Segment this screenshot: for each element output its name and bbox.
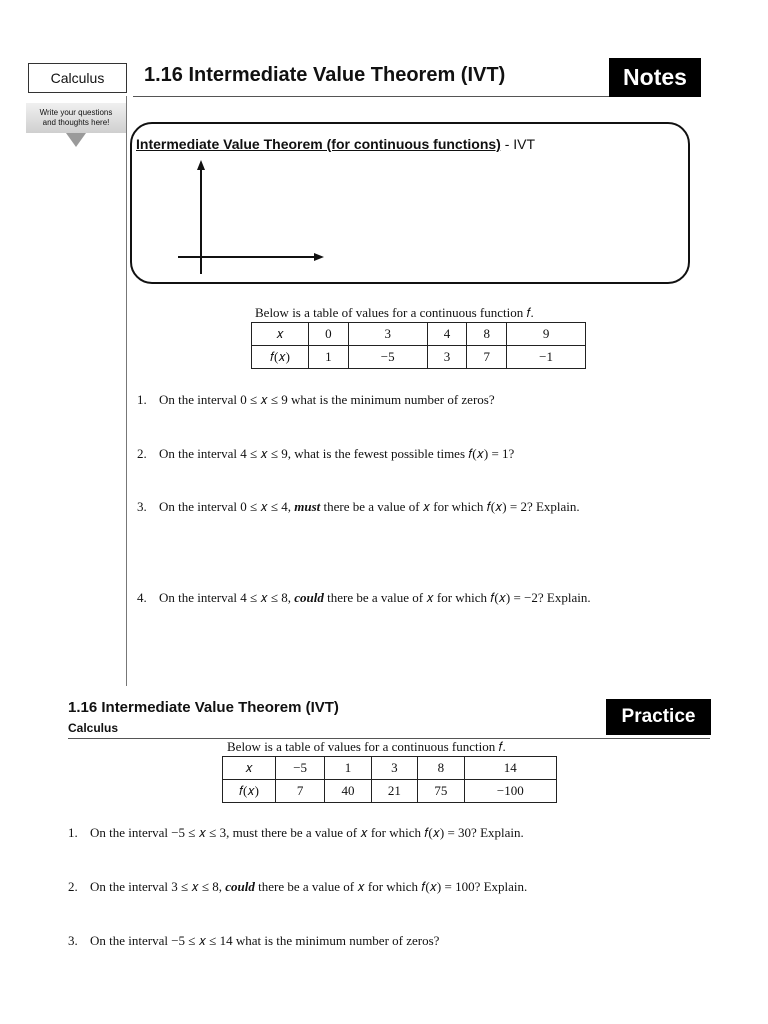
practice-question-1	[68, 825, 524, 841]
question-text: On the interval 0 ≤ 𝑥 ≤ 9 what is the minimum number of zeros?	[159, 392, 495, 407]
practice-badge: Practice	[606, 699, 711, 735]
table-cell: 14	[464, 757, 556, 780]
question-text-post: there be a value of 𝑥 for which 𝑓(𝑥) = 2? Explain.	[320, 499, 580, 514]
question-number: 4.	[137, 590, 147, 605]
question-text: On the interval −5 ≤ 𝑥 ≤ 14 what is the minimum number of zeros?	[90, 933, 440, 948]
table-cell: −5	[348, 346, 427, 369]
practice-title: 1.16 Intermediate Value Theorem (IVT)	[68, 699, 339, 716]
question-emphasis: could	[225, 879, 255, 894]
table-cell: 7	[276, 780, 325, 803]
table-cell: 3	[348, 323, 427, 346]
table-row-x	[252, 323, 586, 346]
table-cell: 3	[371, 757, 417, 780]
table-cell: 1	[325, 757, 371, 780]
table-row-f	[252, 346, 586, 369]
question-text-pre: On the interval 4 ≤ 𝑥 ≤ 8,	[159, 590, 295, 605]
row-label: 𝑓(𝑥)	[223, 780, 276, 803]
practice-values-table	[222, 756, 557, 803]
question-text-pre: On the interval 3 ≤ 𝑥 ≤ 8,	[90, 879, 226, 894]
row-label: 𝑥	[223, 757, 276, 780]
question-number: 1.	[137, 392, 147, 407]
table-cell: 8	[418, 757, 464, 780]
question-emphasis: must	[294, 499, 321, 514]
practice-question-3	[68, 933, 439, 949]
question-text: On the interval −5 ≤ 𝑥 ≤ 3, must there be a value of 𝑥 for which 𝑓(𝑥) = 30? Explain.	[90, 825, 524, 840]
practice-table-caption: Below is a table of values for a continuous function 𝑓.	[227, 739, 506, 754]
table-cell: 1	[309, 346, 349, 369]
table-cell: 40	[325, 780, 371, 803]
question-number: 2.	[137, 446, 147, 461]
down-arrow-icon	[66, 133, 86, 147]
question-3	[137, 499, 580, 515]
axes-sketch	[170, 158, 330, 278]
question-number: 2.	[68, 879, 78, 894]
values-table	[251, 322, 586, 369]
question-1	[137, 392, 495, 408]
page-title: 1.16 Intermediate Value Theorem (IVT)	[144, 64, 506, 86]
table-cell: 8	[467, 323, 507, 346]
ivt-heading-suffix: - IVT	[500, 136, 536, 152]
side-note-text: Write your questions and thoughts here!	[39, 108, 113, 127]
table-cell: 0	[309, 323, 349, 346]
question-text-post: there be a value of 𝑥 for which 𝑓(𝑥) = 100? Explain.	[254, 879, 528, 894]
question-number: 3.	[68, 933, 78, 948]
side-note-banner	[26, 103, 126, 133]
table-cell: 9	[507, 323, 586, 346]
practice-question-2	[68, 879, 527, 895]
course-label: Calculus	[28, 63, 127, 93]
notes-badge: Notes	[609, 58, 701, 97]
table-cell: −5	[276, 757, 325, 780]
question-text-post: there be a value of 𝑥 for which 𝑓(𝑥) = −2? Explain.	[323, 590, 591, 605]
question-text-pre: On the interval 0 ≤ 𝑥 ≤ 4,	[159, 499, 295, 514]
margin-divider	[126, 96, 127, 686]
ivt-heading	[136, 136, 535, 152]
practice-course-label: Calculus	[68, 721, 119, 735]
question-number: 3.	[137, 499, 147, 514]
table-cell: 3	[427, 346, 467, 369]
row-label: 𝑥	[252, 323, 309, 346]
question-text: On the interval 4 ≤ 𝑥 ≤ 9, what is the fewest possible times 𝑓(𝑥) = 1?	[159, 446, 515, 461]
table-row-f	[223, 780, 557, 803]
question-2	[137, 446, 514, 462]
table-cell: 7	[467, 346, 507, 369]
table-cell: 4	[427, 323, 467, 346]
row-label: 𝑓(𝑥)	[252, 346, 309, 369]
table-cell: −1	[507, 346, 586, 369]
table-cell: 75	[418, 780, 464, 803]
table-cell: −100	[464, 780, 556, 803]
table-cell: 21	[371, 780, 417, 803]
table-caption: Below is a table of values for a continuous function 𝑓.	[255, 305, 534, 320]
question-4	[137, 590, 591, 606]
table-row-x	[223, 757, 557, 780]
ivt-heading-main: Intermediate Value Theorem (for continuous functions)	[136, 136, 501, 152]
question-emphasis: could	[294, 590, 324, 605]
question-number: 1.	[68, 825, 78, 840]
